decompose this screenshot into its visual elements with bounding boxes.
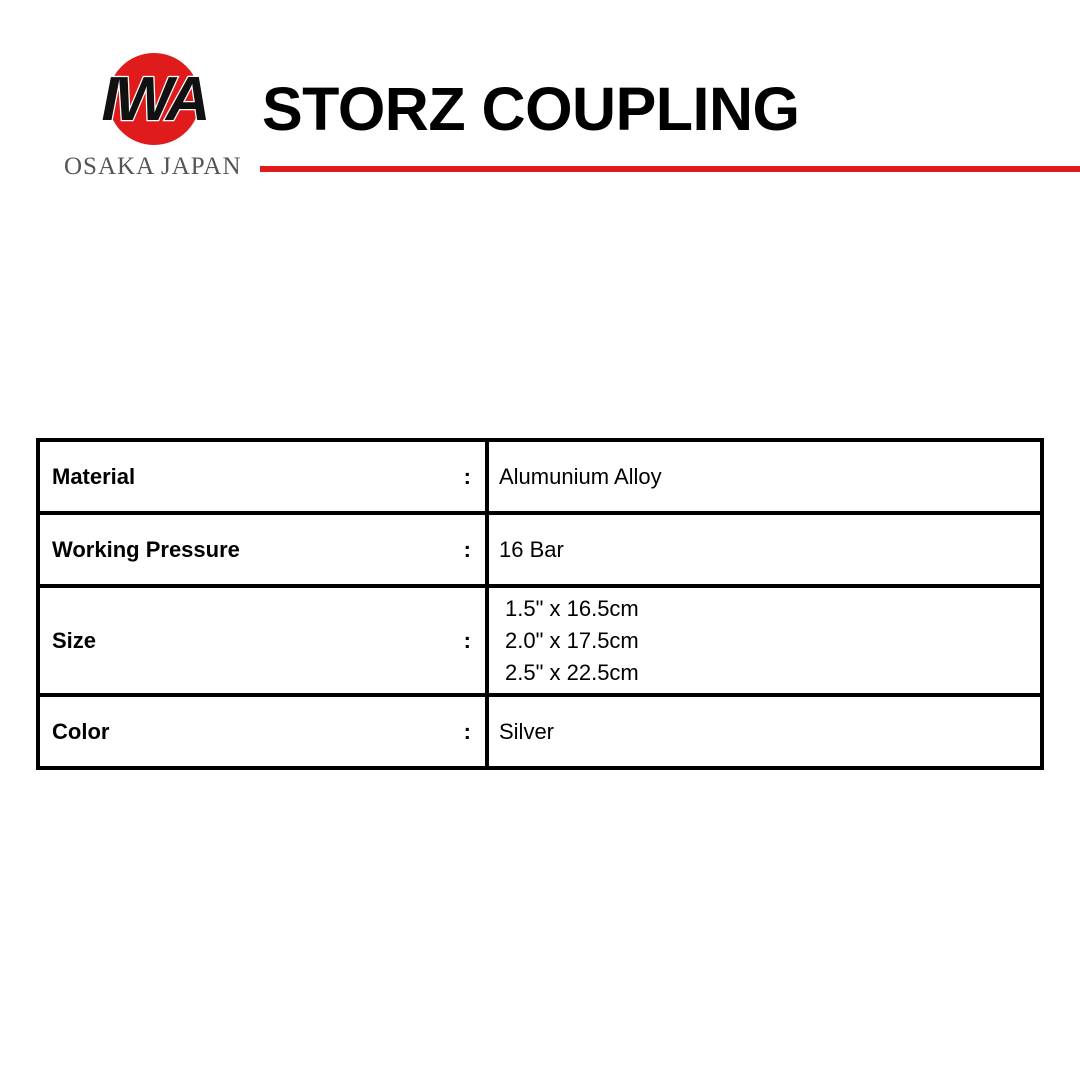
size-item: 2.5" x 22.5cm [505,659,639,685]
logo-tagline: OSAKA JAPAN [64,153,242,180]
spec-colon: : [463,463,471,489]
spec-row-working-pressure [38,513,1042,586]
spec-colon: : [463,627,471,653]
size-item: 1.5" x 16.5cm [505,595,639,621]
spec-label: Color [52,718,110,744]
spec-label-cell [38,513,487,586]
spec-row-color [38,695,1042,768]
spec-row-size [38,586,1042,695]
spec-value-cell [487,586,1042,695]
spec-colon: : [463,536,471,562]
title-underline [260,166,1080,172]
spec-value-cell [487,513,1042,586]
spec-value: Alumunium Alloy [499,463,662,489]
spec-value: 16 Bar [499,536,564,562]
iwa-logo-icon [82,52,227,147]
brand-logo [60,52,250,187]
spec-label: Material [52,463,136,489]
spec-value-cell [487,440,1042,513]
spec-label-cell [38,440,487,513]
spec-label: Working Pressure [52,536,240,562]
spec-label-cell [38,695,487,768]
spec-label-cell [38,586,487,695]
spec-colon: : [463,718,471,744]
size-list [499,593,1040,689]
page-title: STORZ COUPLING [262,75,800,143]
logo-wordmark: IWA [101,65,207,134]
spec-row-material [38,440,1042,513]
spec-label: Size [52,627,97,653]
size-item: 2.0" x 17.5cm [505,627,639,653]
spec-value: Silver [499,718,555,744]
spec-table [36,438,1044,770]
spec-value-cell [487,695,1042,768]
